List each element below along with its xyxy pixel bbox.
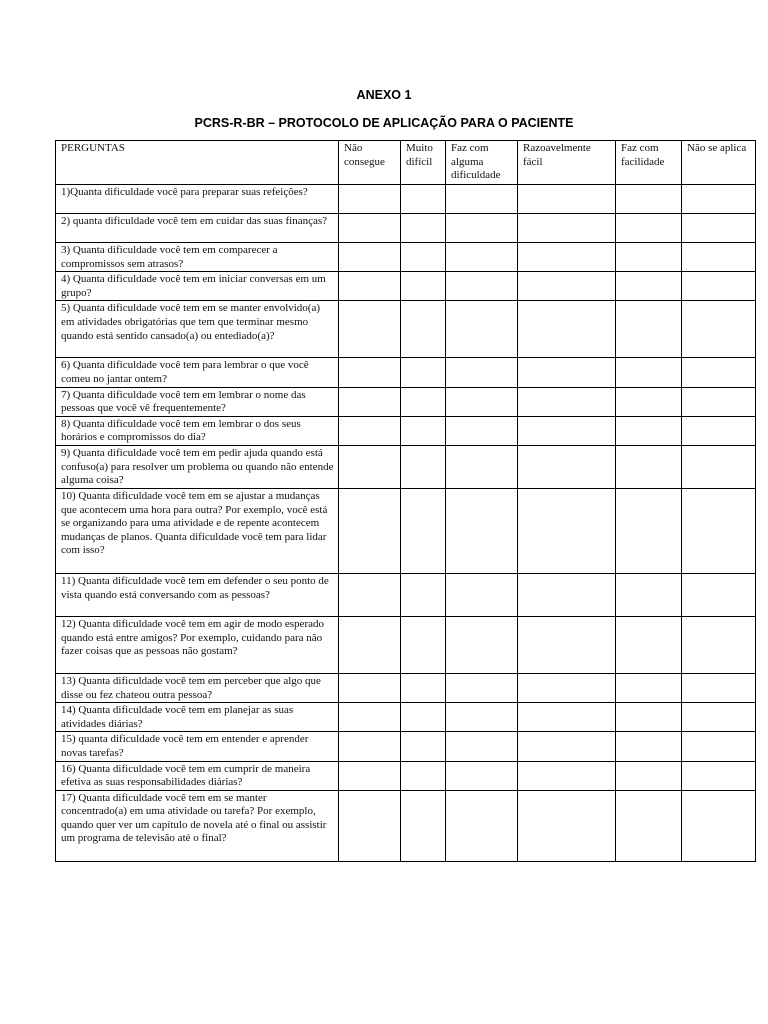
question-cell: 17) Quanta dificuldade você tem em se manter concentrado(a) em uma atividade ou tarefa? Por exemplo, quando quer ver um capítulo de novela até o final ou assistir um programa de televisão até o final? bbox=[56, 790, 339, 861]
question-cell: 15) quanta dificuldade você tem em entender e aprender novas tarefas? bbox=[56, 732, 339, 761]
table-row bbox=[56, 358, 756, 387]
answer-cell[interactable] bbox=[518, 214, 616, 243]
answer-cell[interactable] bbox=[446, 445, 518, 488]
table-row bbox=[56, 761, 756, 790]
question-cell: 13) Quanta dificuldade você tem em perceber que algo que disse ou fez chateou outra pessoa? bbox=[56, 673, 339, 702]
column-header-reasonably-easy: Razoavelmente fácil bbox=[518, 141, 616, 185]
answer-cell[interactable] bbox=[616, 703, 682, 732]
answer-cell[interactable] bbox=[682, 673, 756, 702]
answer-cell[interactable] bbox=[401, 243, 446, 272]
column-header-not-applicable: Não se aplica bbox=[682, 141, 756, 185]
questionnaire-table bbox=[55, 140, 756, 862]
answer-cell[interactable] bbox=[518, 703, 616, 732]
answer-cell[interactable] bbox=[446, 616, 518, 673]
answer-cell[interactable] bbox=[518, 790, 616, 861]
table-row bbox=[56, 573, 756, 616]
document-title: PCRS-R-BR – PROTOCOLO DE APLICAÇÃO PARA O PACIENTE bbox=[194, 116, 574, 130]
question-cell: 6) Quanta dificuldade você tem para lembrar o que você comeu no jantar ontem? bbox=[56, 358, 339, 387]
answer-cell[interactable] bbox=[401, 732, 446, 761]
question-cell: 12) Quanta dificuldade você tem em agir de modo esperado quando está entre amigos? Por exemplo, cuidando para não fazer coisas que as pessoas não gostam? bbox=[56, 616, 339, 673]
answer-cell[interactable] bbox=[401, 616, 446, 673]
answer-cell[interactable] bbox=[518, 616, 616, 673]
answer-cell[interactable] bbox=[682, 790, 756, 861]
question-cell: 10) Quanta dificuldade você tem em se ajustar a mudanças que acontecem uma hora para outra? Por exemplo, você está se organizando para uma atividade e de repente acontecem mudanças de planos. Quanta dificuldade você tem para lidar com isso? bbox=[56, 488, 339, 573]
answer-cell[interactable] bbox=[682, 301, 756, 358]
table-row bbox=[56, 243, 756, 272]
answer-cell[interactable] bbox=[401, 185, 446, 214]
answer-cell[interactable] bbox=[616, 790, 682, 861]
answer-cell[interactable] bbox=[616, 573, 682, 616]
table-row bbox=[56, 301, 756, 358]
answer-cell[interactable] bbox=[339, 445, 401, 488]
answer-cell[interactable] bbox=[339, 790, 401, 861]
answer-cell[interactable] bbox=[401, 416, 446, 445]
answer-cell[interactable] bbox=[682, 703, 756, 732]
question-cell: 7) Quanta dificuldade você tem em lembrar o nome das pessoas que você vê frequentemente? bbox=[56, 387, 339, 416]
answer-cell[interactable] bbox=[446, 272, 518, 301]
answer-cell[interactable] bbox=[518, 732, 616, 761]
answer-cell[interactable] bbox=[339, 732, 401, 761]
table-row bbox=[56, 185, 756, 214]
answer-cell[interactable] bbox=[339, 703, 401, 732]
answer-cell[interactable] bbox=[518, 301, 616, 358]
table-header-row bbox=[56, 141, 756, 185]
answer-cell[interactable] bbox=[616, 416, 682, 445]
answer-cell[interactable] bbox=[682, 272, 756, 301]
answer-cell[interactable] bbox=[339, 416, 401, 445]
column-header-questions: PERGUNTAS bbox=[56, 141, 339, 185]
answer-cell[interactable] bbox=[401, 445, 446, 488]
answer-cell[interactable] bbox=[446, 573, 518, 616]
answer-cell[interactable] bbox=[682, 416, 756, 445]
answer-cell[interactable] bbox=[682, 616, 756, 673]
answer-cell[interactable] bbox=[446, 488, 518, 573]
answer-cell[interactable] bbox=[401, 301, 446, 358]
answer-cell[interactable] bbox=[616, 445, 682, 488]
table-row bbox=[56, 272, 756, 301]
table-row bbox=[56, 616, 756, 673]
table-row bbox=[56, 488, 756, 573]
answer-cell[interactable] bbox=[616, 387, 682, 416]
question-cell: 4) Quanta dificuldade você tem em iniciar conversas em um grupo? bbox=[56, 272, 339, 301]
answer-cell[interactable] bbox=[401, 673, 446, 702]
answer-cell[interactable] bbox=[616, 673, 682, 702]
answer-cell[interactable] bbox=[339, 387, 401, 416]
answer-cell[interactable] bbox=[446, 703, 518, 732]
answer-cell[interactable] bbox=[518, 573, 616, 616]
table-row bbox=[56, 790, 756, 861]
answer-cell[interactable] bbox=[446, 416, 518, 445]
table-row bbox=[56, 214, 756, 243]
answer-cell[interactable] bbox=[682, 761, 756, 790]
answer-cell[interactable] bbox=[682, 445, 756, 488]
answer-cell[interactable] bbox=[682, 387, 756, 416]
answer-cell[interactable] bbox=[518, 185, 616, 214]
column-header-some-difficulty: Faz com alguma dificuldade bbox=[446, 141, 518, 185]
table-row bbox=[56, 387, 756, 416]
column-header-cannot: Não consegue bbox=[339, 141, 401, 185]
answer-cell[interactable] bbox=[339, 573, 401, 616]
answer-cell[interactable] bbox=[401, 573, 446, 616]
answer-cell[interactable] bbox=[682, 185, 756, 214]
answer-cell[interactable] bbox=[339, 301, 401, 358]
answer-cell[interactable] bbox=[446, 358, 518, 387]
answer-cell[interactable] bbox=[616, 185, 682, 214]
question-cell: 9) Quanta dificuldade você tem em pedir ajuda quando está confuso(a) para resolver um problema ou quando não entende alguma coisa? bbox=[56, 445, 339, 488]
answer-cell[interactable] bbox=[446, 387, 518, 416]
answer-cell[interactable] bbox=[446, 214, 518, 243]
question-cell: 3) Quanta dificuldade você tem em comparecer a compromissos sem atrasos? bbox=[56, 243, 339, 272]
answer-cell[interactable] bbox=[616, 214, 682, 243]
table-row bbox=[56, 673, 756, 702]
answer-cell[interactable] bbox=[518, 488, 616, 573]
answer-cell[interactable] bbox=[518, 272, 616, 301]
answer-cell[interactable] bbox=[518, 358, 616, 387]
question-cell: 14) Quanta dificuldade você tem em planejar as suas atividades diárias? bbox=[56, 703, 339, 732]
annex-label: ANEXO 1 bbox=[356, 88, 412, 102]
answer-cell[interactable] bbox=[616, 488, 682, 573]
question-cell: 2) quanta dificuldade você tem em cuidar das suas finanças? bbox=[56, 214, 339, 243]
answer-cell[interactable] bbox=[401, 272, 446, 301]
answer-cell[interactable] bbox=[401, 790, 446, 861]
question-cell: 5) Quanta dificuldade você tem em se manter envolvido(a) em atividades obrigatórias que tem que terminar mesmo quando está sentido cansado(a) ou entediado(a)? bbox=[56, 301, 339, 358]
answer-cell[interactable] bbox=[446, 761, 518, 790]
answer-cell[interactable] bbox=[401, 214, 446, 243]
answer-cell[interactable] bbox=[446, 301, 518, 358]
answer-cell[interactable] bbox=[616, 301, 682, 358]
answer-cell[interactable] bbox=[616, 358, 682, 387]
answer-cell[interactable] bbox=[518, 761, 616, 790]
answer-cell[interactable] bbox=[339, 214, 401, 243]
question-cell: 8) Quanta dificuldade você tem em lembrar o dos seus horários e compromissos do dia? bbox=[56, 416, 339, 445]
answer-cell[interactable] bbox=[401, 387, 446, 416]
answer-cell[interactable] bbox=[616, 243, 682, 272]
answer-cell[interactable] bbox=[339, 358, 401, 387]
column-header-very-difficult: Muito difícil bbox=[401, 141, 446, 185]
answer-cell[interactable] bbox=[682, 488, 756, 573]
answer-cell[interactable] bbox=[682, 214, 756, 243]
answer-cell[interactable] bbox=[616, 732, 682, 761]
question-cell: 1)Quanta dificuldade você para preparar suas refeições? bbox=[56, 185, 339, 214]
answer-cell[interactable] bbox=[401, 761, 446, 790]
answer-cell[interactable] bbox=[616, 761, 682, 790]
answer-cell[interactable] bbox=[339, 488, 401, 573]
question-cell: 16) Quanta dificuldade você tem em cumprir de maneira efetiva as suas responsabilidades diárias? bbox=[56, 761, 339, 790]
answer-cell[interactable] bbox=[518, 673, 616, 702]
answer-cell[interactable] bbox=[339, 243, 401, 272]
answer-cell[interactable] bbox=[518, 387, 616, 416]
answer-cell[interactable] bbox=[518, 243, 616, 272]
answer-cell[interactable] bbox=[682, 358, 756, 387]
answer-cell[interactable] bbox=[339, 616, 401, 673]
answer-cell[interactable] bbox=[401, 358, 446, 387]
answer-cell[interactable] bbox=[682, 243, 756, 272]
table-row bbox=[56, 416, 756, 445]
answer-cell[interactable] bbox=[682, 573, 756, 616]
answer-cell[interactable] bbox=[401, 488, 446, 573]
table-row bbox=[56, 732, 756, 761]
table-row bbox=[56, 445, 756, 488]
answer-cell[interactable] bbox=[446, 185, 518, 214]
answer-cell[interactable] bbox=[446, 732, 518, 761]
answer-cell[interactable] bbox=[518, 445, 616, 488]
answer-cell[interactable] bbox=[339, 185, 401, 214]
table-row bbox=[56, 703, 756, 732]
answer-cell[interactable] bbox=[518, 416, 616, 445]
answer-cell[interactable] bbox=[446, 790, 518, 861]
answer-cell[interactable] bbox=[339, 673, 401, 702]
column-header-easily: Faz com facilidade bbox=[616, 141, 682, 185]
answer-cell[interactable] bbox=[616, 272, 682, 301]
answer-cell[interactable] bbox=[616, 616, 682, 673]
answer-cell[interactable] bbox=[446, 673, 518, 702]
answer-cell[interactable] bbox=[682, 732, 756, 761]
answer-cell[interactable] bbox=[401, 703, 446, 732]
answer-cell[interactable] bbox=[339, 272, 401, 301]
answer-cell[interactable] bbox=[446, 243, 518, 272]
answer-cell[interactable] bbox=[339, 761, 401, 790]
question-cell: 11) Quanta dificuldade você tem em defender o seu ponto de vista quando está conversando com as pessoas? bbox=[56, 573, 339, 616]
